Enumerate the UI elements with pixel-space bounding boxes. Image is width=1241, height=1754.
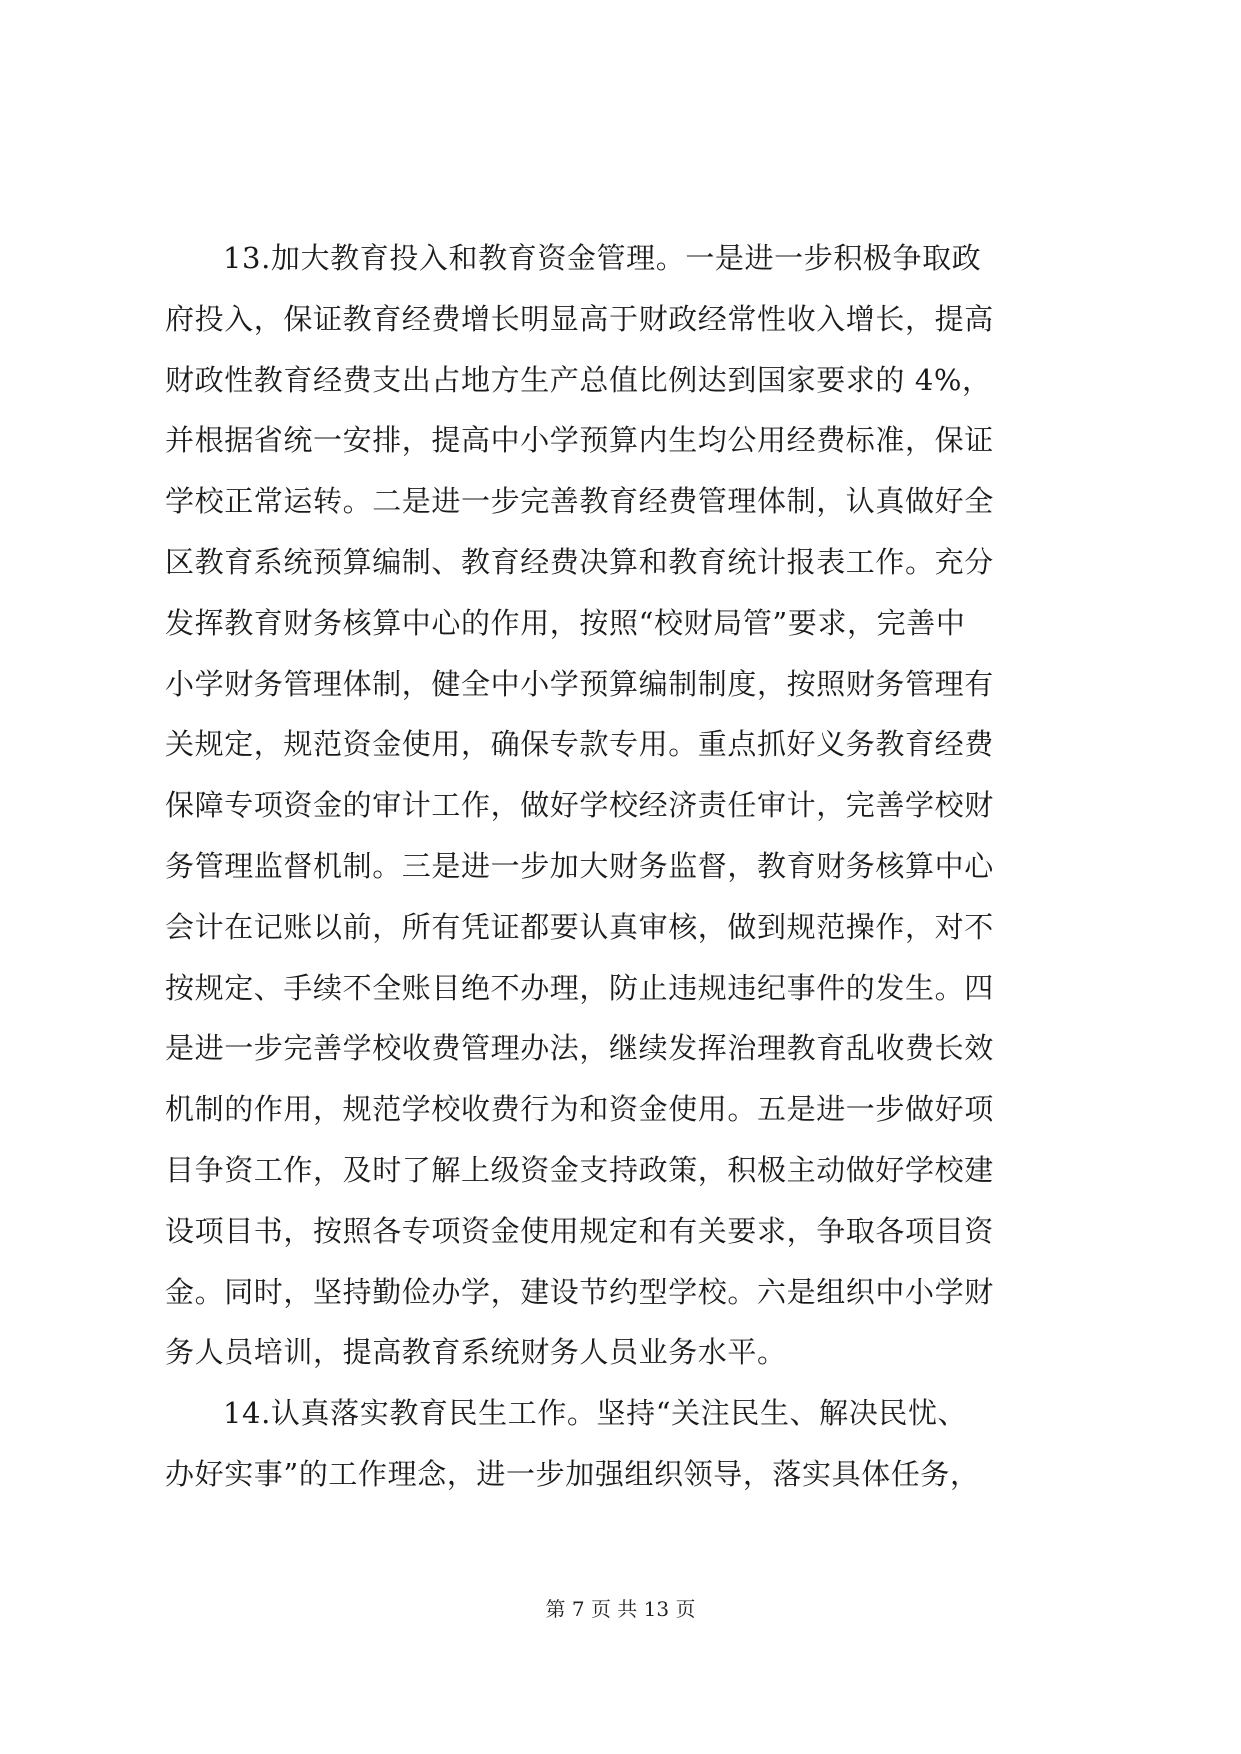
page-footer [0, 1595, 1241, 1623]
page-number-label: 第 7 页 共 13 页 [545, 1597, 696, 1621]
paragraph-13-line: 金。同时，坚持勤俭办学，建设节约型学校。六是组织中小学财 [165, 1274, 994, 1309]
paragraph-13-line: 关规定，规范资金使用，确保专款专用。重点抓好义务教育经费 [165, 727, 994, 762]
paragraph-13-line: 府投入，保证教育经费增长明显高于财政经常性收入增长，提高 [165, 301, 994, 336]
paragraph-13-line: 机制的作用，规范学校收费行为和资金使用。五是进一步做好项 [165, 1092, 994, 1127]
paragraph-13-line: 小学财务管理体制，健全中小学预算编制制度，按照财务管理有 [165, 666, 994, 701]
paragraph-13-line: 是进一步完善学校收费管理办法，继续发挥治理教育乱收费长效 [165, 1031, 994, 1066]
paragraph-13-line: 设项目书，按照各专项资金使用规定和有关要求，争取各项目资 [165, 1213, 994, 1248]
paragraph-13-line: 会计在记账以前，所有凭证都要认真审核，做到规范操作，对不 [165, 909, 994, 944]
paragraph-13-line: 务管理监督机制。三是进一步加大财务监督，教育财务核算中心 [165, 848, 994, 883]
paragraph-13-line: 目争资工作，及时了解上级资金支持政策，积极主动做好学校建 [165, 1152, 994, 1187]
paragraph-13-line: 并根据省统一安排，提高中小学预算内生均公用经费标准，保证 [165, 423, 994, 458]
paragraph-13-line: 按规定、手续不全账目绝不办理，防止违规违纪事件的发生。四 [165, 970, 994, 1005]
paragraph-14-line: 办好实事”的工作理念，进一步加强组织领导，落实具体任务， [165, 1456, 980, 1491]
paragraph-13-line: 学校正常运转。二是进一步完善教育经费管理体制，认真做好全 [165, 484, 994, 519]
paragraph-13-line: 财政性教育经费支出占地方生产总值比例达到国家要求的 4%， [165, 362, 992, 397]
paragraph-13-line: 保障专项资金的审计工作，做好学校经济责任审计，完善学校财 [165, 788, 994, 823]
paragraph-13-line: 发挥教育财务核算中心的作用，按照“校财局管”要求，完善中 [165, 605, 966, 640]
paragraph-13-line: 区教育系统预算编制、教育经费决算和教育统计报表工作。充分 [165, 544, 994, 579]
paragraph-13-line: 13.加大教育投入和教育资金管理。一是进一步积极争取政 [223, 241, 982, 275]
document-body [165, 228, 1083, 1505]
paragraph-14-line: 14.认真落实教育民生工作。坚持“关注民生、解决民忧、 [223, 1396, 968, 1431]
paragraph-13-line: 务人员培训，提高教育系统财务人员业务水平。 [165, 1335, 787, 1370]
